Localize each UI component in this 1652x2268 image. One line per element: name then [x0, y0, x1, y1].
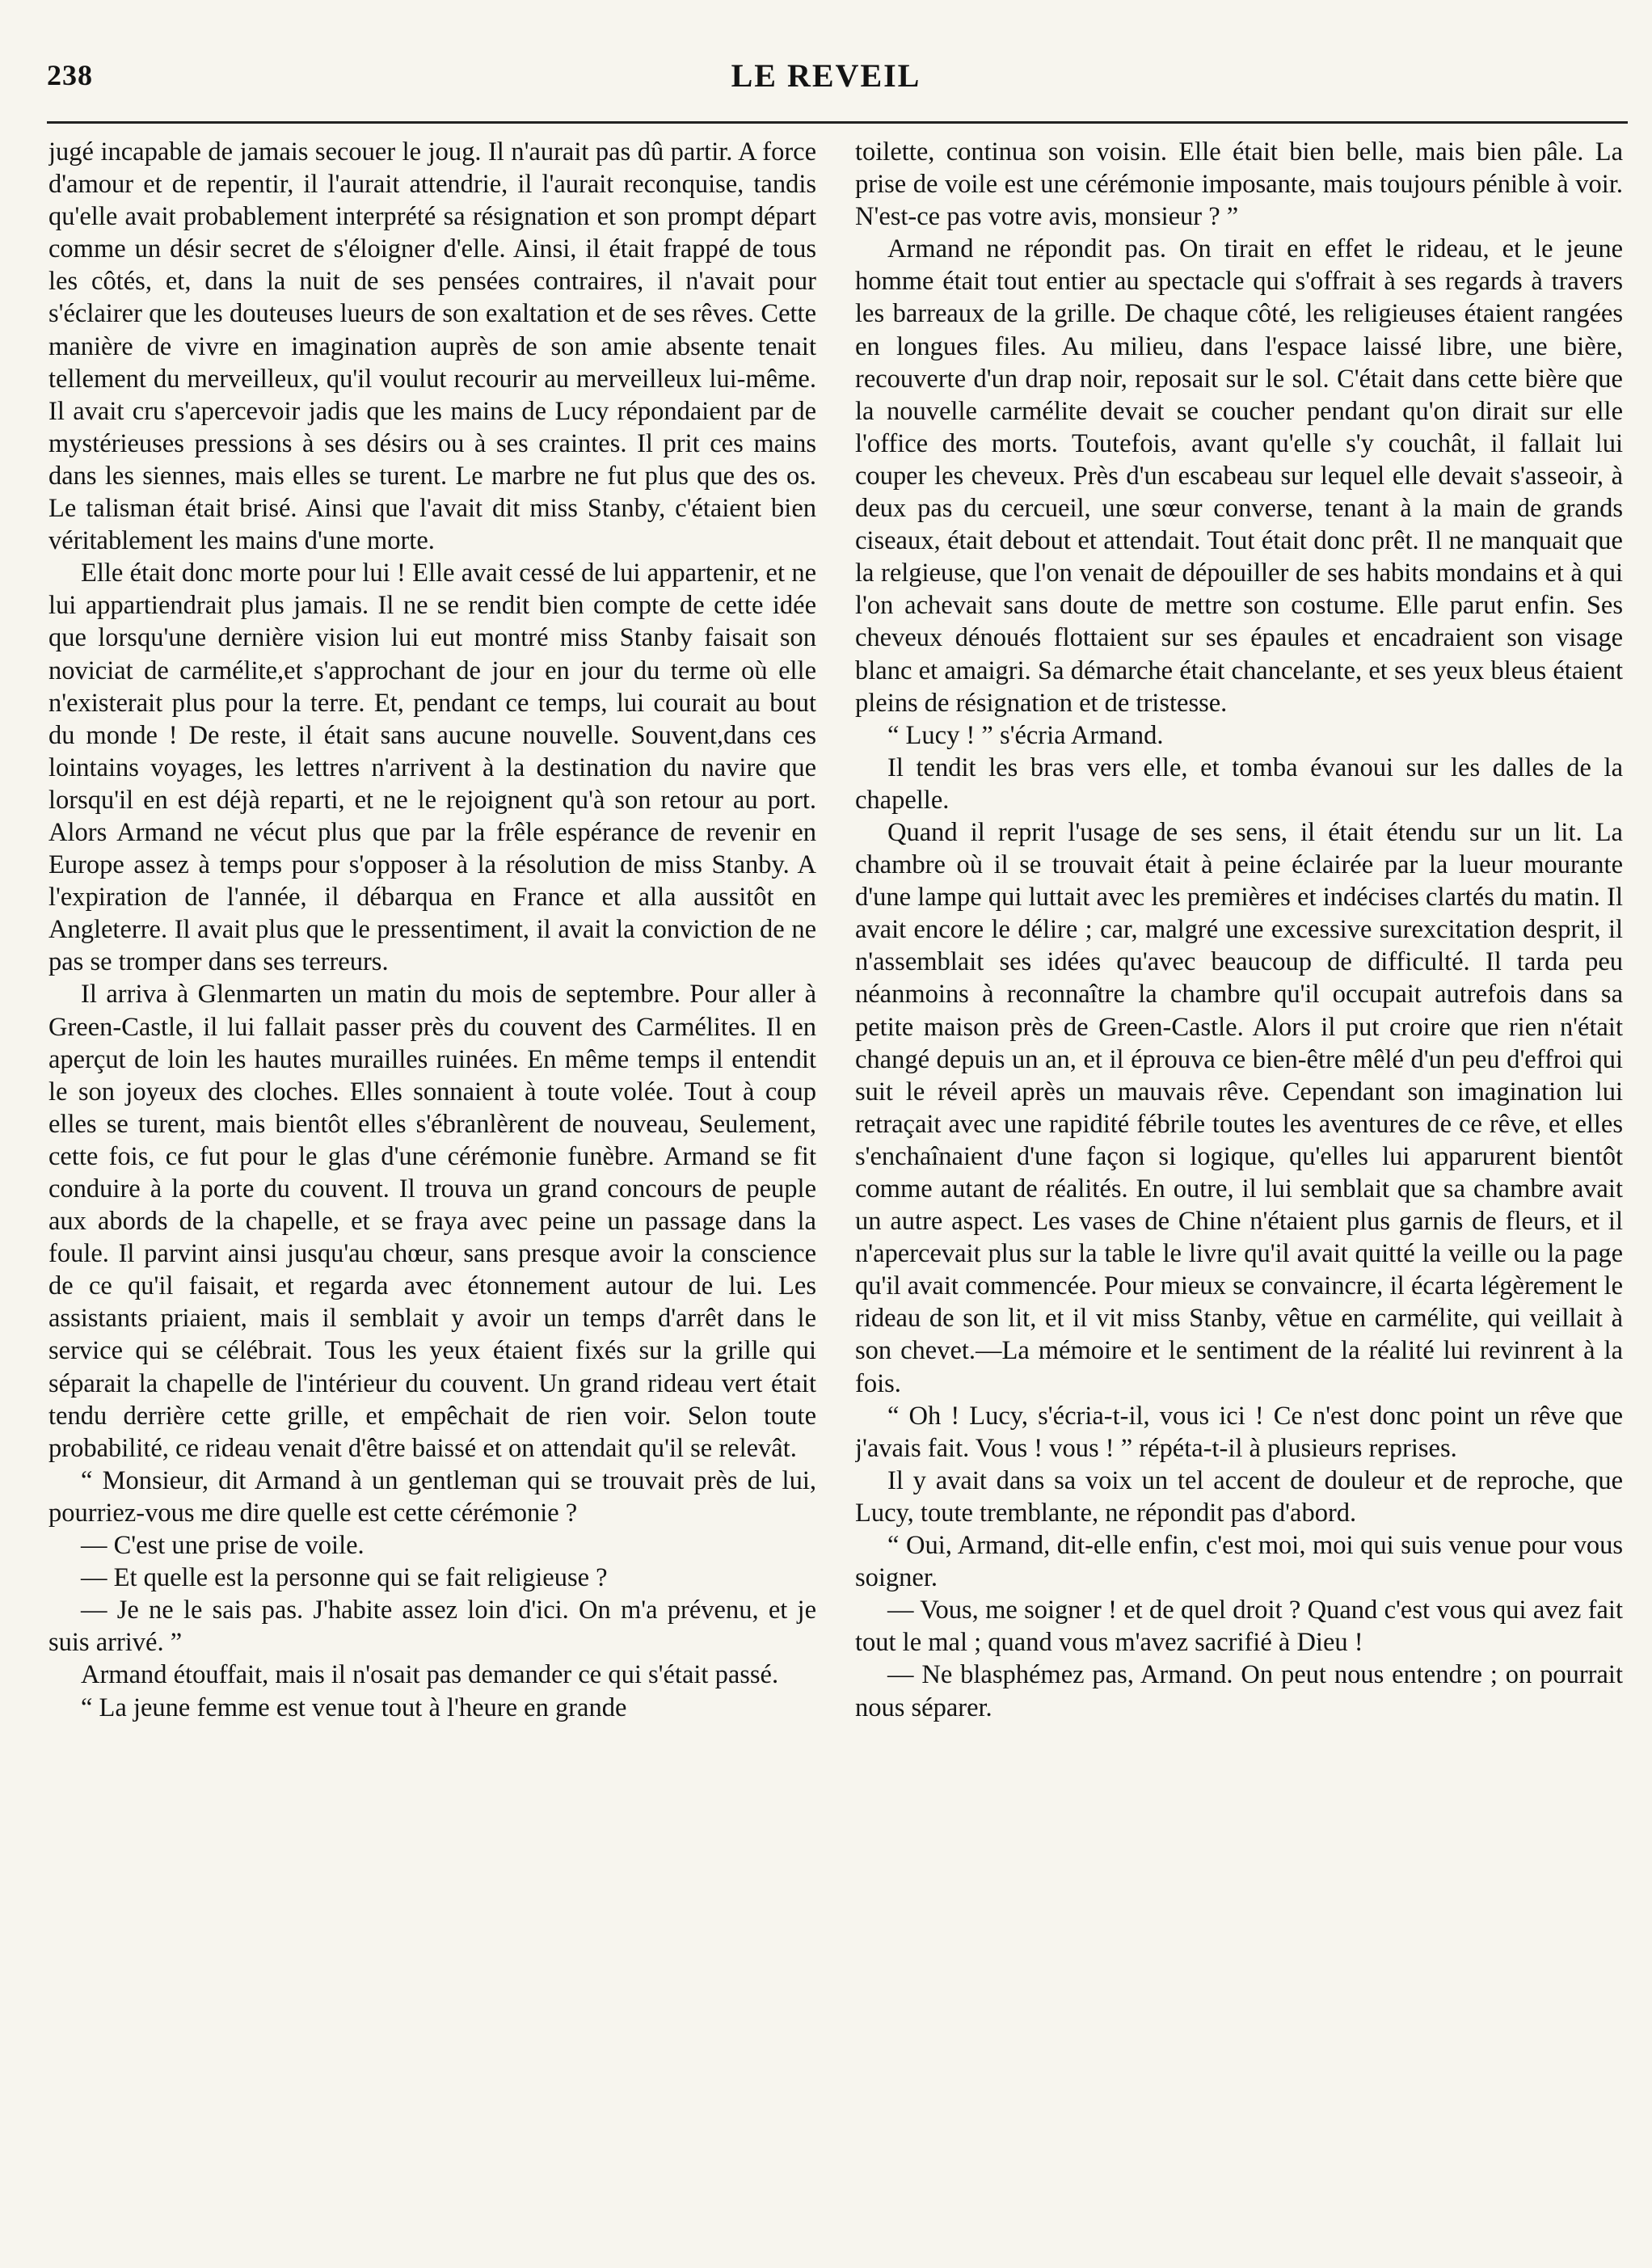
paragraph: — Vous, me soigner ! et de quel droit ? Quand c'est vous qui avez fait tout le mal ; quand vous m'avez sacrifié à Dieu ! — [855, 1596, 1623, 1658]
paragraph: “ Monsieur, dit Armand à un gentleman qui se trouvait près de lui, pourriez-vous me dire quelle est cette cérémonie ? — [48, 1465, 816, 1528]
paragraph: Il arriva à Glenmarten un matin du mois de septembre. Pour aller à Green-Castle, il lui fallait passer près du couvent des Carmélites. Il en aperçut de loin les hautes murailles ruinées. En même temps il entendit le son joyeux des cloches. Elles sonnaient à toute volée. Tout à coup elles se turent, mais bientôt elles s'ébranlèrent de nouveau, Seulement, cette fois, ce fut pour le glas d'une cérémonie funèbre. Armand se fit conduire à la porte du couvent. Il trouva un grand concours de peuple aux abords de la chapelle, et se fraya avec peine un passage dans la foule. Il parvint ainsi jusqu'au chœur, sans presque avoir la conscience de ce qu'il faisait, et regarda avec étonnement autour de lui. Les assistants priaient, mais il semblait y avoir un temps d'arrêt dans le service qui se célébrait. Tous les yeux étaient fixés sur la grille qui séparait la chapelle de l'intérieur du couvent. Un grand rideau vert était tendu derrière cette grille, et empêchait de rien voir. Selon toute probabilité, ce rideau venait d'être baissé et on attendait qu'il se relevât. — [48, 980, 816, 1463]
running-title: LE REVEIL — [731, 57, 921, 94]
paragraph: Quand il reprit l'usage de ses sens, il était étendu sur un lit. La chambre où il se trouvait était à peine éclairée par la lueur mourante d'une lampe qui luttait avec les premières et indécises clartés du matin. Il avait encore le délire ; car, malgré une excessive surexcitation desprit, il n'assemblait ses idées qu'avec beaucoup de difficulté. Il tarda peu néanmoins à reconnaître la chambre qu'il occupait autrefois dans sa petite maison près de Green-Castle. Alors il put croire que rien n'était changé depuis un an, et il éprouva ce bien-être mêlé d'un peu d'effroi qui suit le réveil après un mauvais rêve. Cependant son imagination lui retraçait avec une rapidité fébrile toutes les aventures de ce rêve, et elles s'enchaînaient d'une façon si logique, qu'elles lui apparurent bientôt comme autant de réalités. En outre, il lui semblait que sa chambre avait un autre aspect. Les vases de Chine n'étaient plus garnis de fleurs, et il n'apercevait plus sur la table le livre qu'il avait quitté la veille ou la page qu'il avait commencée. Pour mieux se convaincre, il écarta légèrement le rideau de son lit, et il vit miss Stanby, vêtue en carmélite, qui veillait à son chevet.—La mémoire et le sentiment de la réalité lui revinrent à la fois. — [855, 817, 1623, 1398]
paragraph: Il tendit les bras vers elle, et tomba évanoui sur les dalles de la chapelle. — [855, 752, 1623, 815]
page-number: 238 — [47, 59, 93, 91]
paragraph: — C'est une prise de voile. — [81, 1531, 365, 1561]
header-rule — [47, 121, 1628, 124]
paragraph: “ Oui, Armand, dit-elle enfin, c'est moi, moi qui suis venue pour vous soigner. — [855, 1531, 1623, 1593]
right-column — [855, 136, 1623, 2262]
paragraph: Armand étouffait, mais il n'osait pas demander ce qui s'était passé. — [81, 1660, 779, 1690]
paragraph: — Et quelle est la personne qui se fait religieuse ? — [81, 1563, 608, 1593]
paragraph: — Je ne le sais pas. J'habite assez loin d'ici. On m'a prévenu, et je suis arrivé. ” — [48, 1596, 816, 1658]
paragraph: “ Oh ! Lucy, s'écria-t-il, vous ici ! Ce n'est donc point un rêve que j'avais fait. Vous ! vous ! ” répéta-t-il à plusieurs reprises. — [855, 1401, 1623, 1463]
left-column — [48, 136, 816, 2262]
paragraph: toilette, continua son voisin. Elle était bien belle, mais bien pâle. La prise de voile est une cérémonie imposante, mais toujours pénible à voir. N'est-ce pas votre avis, monsieur ? ” — [855, 137, 1623, 232]
paragraph: “ La jeune femme est venue tout à l'heure en grande — [81, 1693, 627, 1722]
paragraph: — Ne blasphémez pas, Armand. On peut nous entendre ; on pourrait nous séparer. — [855, 1660, 1623, 1722]
paragraph: Armand ne répondit pas. On tirait en effet le rideau, et le jeune homme était tout entier au spectacle qui s'offrait à ses regards à travers les barreaux de la grille. De chaque côté, les religieuses étaient rangées en longues files. Au milieu, dans l'espace laissé libre, une bière, recouverte d'un drap noir, reposait sur le sol. C'était dans cette bière que la nouvelle carmélite devait se coucher pendant qu'on dirait sur elle l'office des morts. Toutefois, avant qu'elle s'y couchât, il fallait lui couper les cheveux. Près d'un escabeau sur lequel elle devait s'asseoir, à deux pas du cercueil, une sœur converse, tenant à la main de grands ciseaux, était debout et attendait. Tout était donc prêt. Il ne manquait que la relgieuse, que l'on venait de dépouiller de ses habits mondains et à qui l'on achevait sans doute de mettre son costume. Elle parut enfin. Ses cheveux dénoués flottaient sur ses épaules et encadraient son visage blanc et amaigri. Sa démarche était chancelante, et ses yeux bleus étaient pleins de résignation et de tristesse. — [855, 234, 1623, 718]
paragraph: “ Lucy ! ” s'écria Armand. — [887, 720, 1164, 750]
paragraph: jugé incapable de jamais secouer le joug. Il n'aurait pas dû partir. A force d'amour et de repentir, il l'aurait attendrie, il l'aurait reconquise, tandis qu'elle avait probablement interprété sa résignation et son prompt départ comme un désir secret de s'éloigner d'elle. Ainsi, il était frappé de tous les côtés, et, dans la nuit de ses pensées contraires, il n'avait pour s'éclairer que les douteuses lueurs de son exaltation et de ses rêves. Cette manière de vivre en imagination auprès de son amie absente tenait tellement du merveilleux, qu'il voulut recourir au merveilleux lui-même. Il avait cru s'apercevoir jadis que les mains de Lucy répondaient par de mystérieuses pressions à ses désirs ou à ses craintes. Il prit ces mains dans les siennes, mais elles se turent. Le marbre ne fut plus que des os. Le talisman était brisé. Ainsi que l'avait dit miss Stanby, c'étaient bien véritablement les mains d'une morte. — [48, 137, 816, 556]
paragraph: Il y avait dans sa voix un tel accent de douleur et de reproche, que Lucy, toute tremblante, ne répondit pas d'abord. — [855, 1465, 1623, 1528]
paragraph: Elle était donc morte pour lui ! Elle avait cessé de lui appartenir, et ne lui appartiendrait plus jamais. Il ne se rendit bien compte de cette idée que lorsqu'une dernière vision lui eut montré miss Stanby faisait son noviciat de carmélite,et s'approchant de jour en jour du terme où elle n'existerait plus pour la terre. Et, pendant ce temps, lui courait au bout du monde ! De reste, il était sans aucune nouvelle. Souvent,dans ces lointains voyages, les lettres n'arrivent à la destination du navire que lorsqu'il en est déjà reparti, et ne le rejoignent qu'à son retour au port. Alors Armand ne vécut plus que par la frêle espérance de revenir en Europe assez à temps pour s'opposer à la résolution de miss Stanby. A l'expiration de l'année, il débarqua en France et alla aussitôt en Angleterre. Il avait plus que le pressentiment, il avait la conviction de ne pas se tromper dans ses terreurs. — [48, 559, 816, 977]
